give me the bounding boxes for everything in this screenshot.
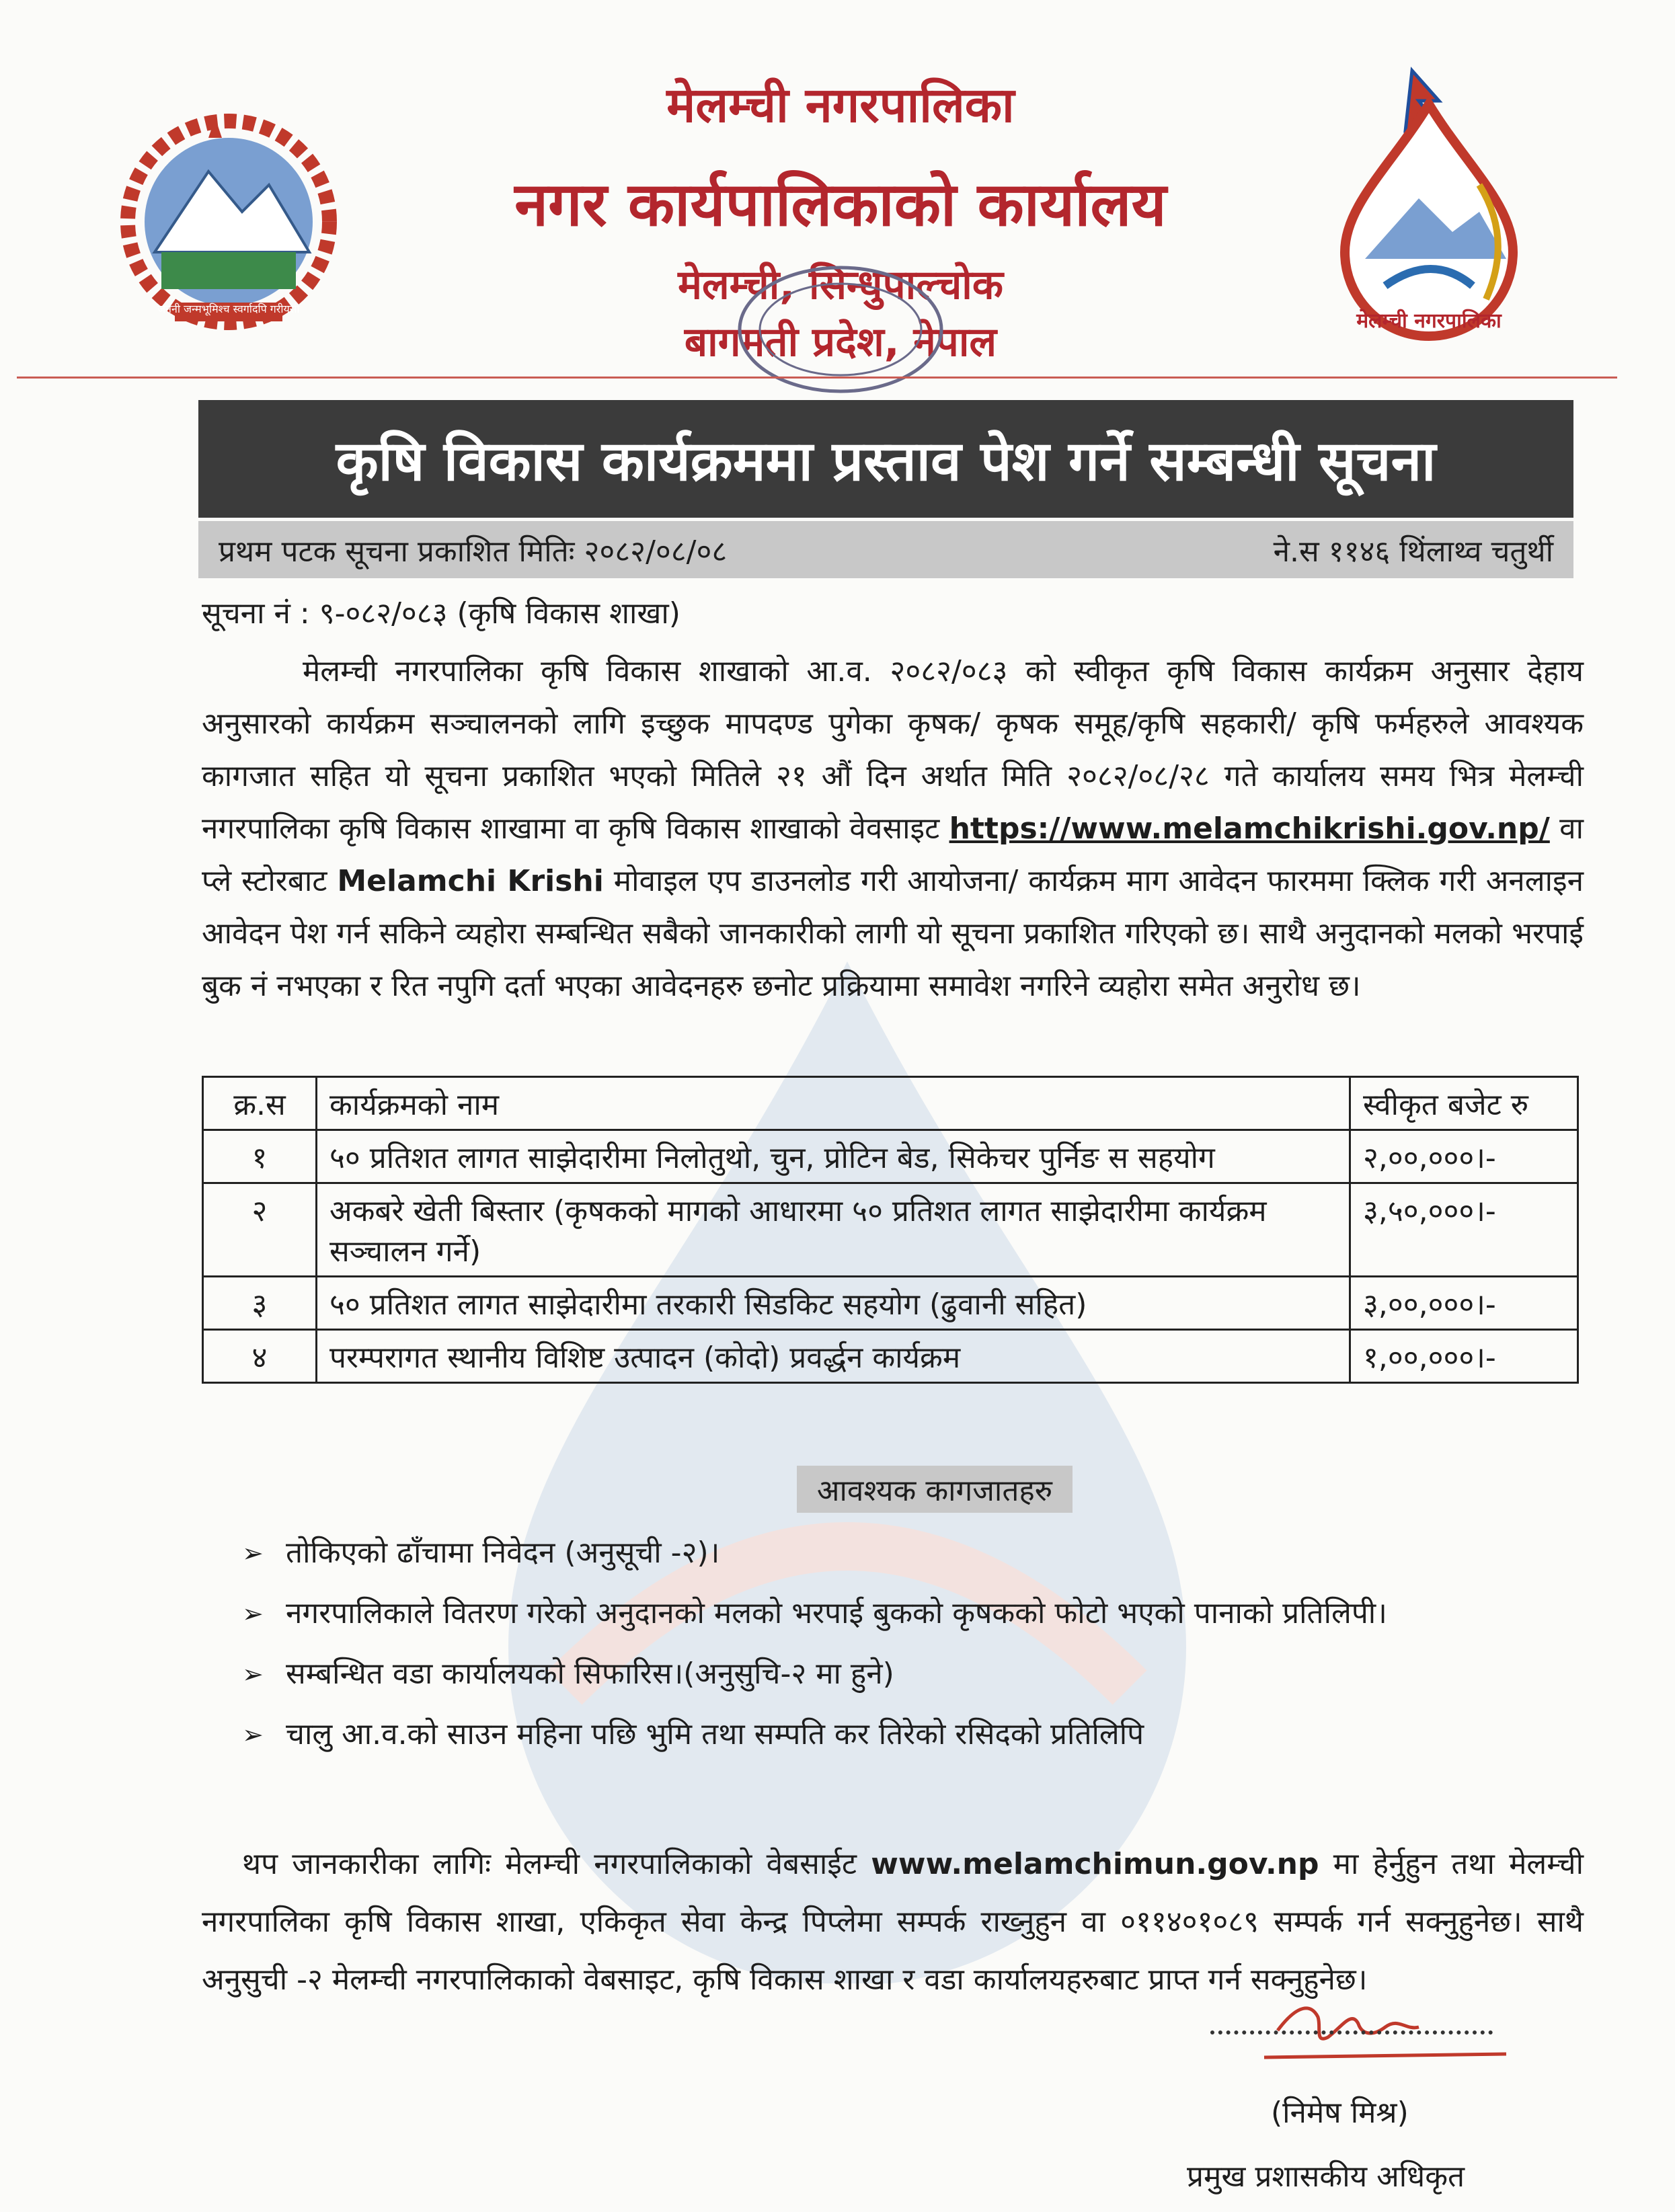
- row-budget: ३,००,०००।-: [1350, 1277, 1578, 1330]
- document-item-text: नगरपालिकाले वितरण गरेको अनुदानको मलको भरपाई बुकको कृषकको फोटो भएको पानाको प्रतिलिपी।: [286, 1596, 1387, 1630]
- notice-body: [202, 645, 1584, 1013]
- closing-part1: थप जानकारीका लागिः मेलम्ची नगरपालिकाको वेबसाईट: [242, 1847, 857, 1881]
- notice-title: कृषि विकास कार्यक्रममा प्रस्ताव पेश गर्ने सम्बन्धी सूचना: [198, 400, 1573, 518]
- col-name-header: कार्यक्रमको नाम: [317, 1077, 1350, 1130]
- meta-bar: [198, 521, 1573, 578]
- signature-icon: [1183, 1990, 1520, 2084]
- closing-part2: मा हेर्नुहुन तथा मेलम्ची नगरपालिका कृषि विकास शाखा, एकिकृत सेवा केन्द्र पिप्लेमा सम्पर्क राख्नुहुन वा ०११४०१०८९ सम्पर्क गर्न सक्नुहुनेछ। साथै अनुसुची -२ मेलम्ची नगरपालिकाको वेबसाइट, कृषि विकास शाखा र वडा कार्यालयहरुबाट प्राप्त गर्न सक्नुहुनेछ।: [202, 1847, 1584, 1997]
- row-budget: १,००,०००।-: [1350, 1330, 1578, 1383]
- header-divider: [17, 377, 1617, 379]
- row-program: ५० प्रतिशत लागत साझेदारीमा तरकारी सिडकिट सहयोग (ढुवानी सहित): [317, 1277, 1350, 1330]
- table-row: [203, 1277, 1578, 1330]
- arrow-bullet-icon: ➢: [242, 1659, 264, 1689]
- krishi-website-link[interactable]: https://www.melamchikrishi.gov.np/: [949, 812, 1550, 846]
- nepal-sambat-date: ने.स ११४६ थिंलाथ्व चतुर्थी: [1273, 534, 1553, 569]
- program-table: [202, 1076, 1579, 1384]
- row-program: अकबरे खेती बिस्तार (कृषकको मागको आधारमा ५० प्रतिशत लागत साझेदारीमा कार्यक्रम सञ्चालन गर्ने): [317, 1183, 1350, 1277]
- logo-caption: मेलम्ची नगरपालिका: [1356, 309, 1502, 333]
- melamchi-municipality-logo-icon: [1318, 64, 1540, 346]
- signatory-name: (निमेष मिश्र): [1271, 2096, 1409, 2130]
- list-item: [242, 1587, 1520, 1641]
- office-stamp-icon: [730, 259, 951, 400]
- document-item-text: चालु आ.व.को साउन महिना पछि भुमि तथा सम्पति कर तिरेको रसिदको प्रतिलिपि: [286, 1717, 1144, 1751]
- app-name: Melamchi Krishi: [337, 864, 604, 898]
- signature-line: [1210, 2030, 1493, 2035]
- closing-paragraph: [202, 1835, 1584, 2009]
- body-part3: मोवाइल एप डाउनलोड गरी आयोजना/ कार्यक्रम माग आवेदन फारममा क्लिक गरी अनलाइन आवेदन पेश गर्न सकिने व्यहोरा सम्बन्धित सबैको जानकारीको लागी यो सूचना प्रकाशित गरिएको छ। साथै अनुदानको मलको भरपाई बुक नं नभएका र रित नपुगि दर्ता भएका आवेदनहरु छनोट प्रक्रियामा समावेश नगरिने व्यहोरा समेत अनुरोध छ।: [202, 864, 1584, 1003]
- nepal-emblem-icon: [108, 111, 350, 333]
- table-row: [203, 1183, 1578, 1277]
- row-sn: २: [203, 1183, 317, 1277]
- arrow-bullet-icon: ➢: [242, 1720, 264, 1749]
- arrow-bullet-icon: ➢: [242, 1599, 264, 1628]
- table-header-row: [203, 1077, 1578, 1130]
- emblem-motto: जननी जन्मभूमिश्च स्वर्गादपि गरीयसी: [157, 303, 300, 315]
- list-item: [242, 1526, 1520, 1580]
- municipality-name: मेलम्ची नगरपालिका: [666, 77, 1015, 133]
- row-budget: २,००,०००।-: [1350, 1130, 1578, 1183]
- list-item: [242, 1708, 1520, 1762]
- document-item-text: सम्बन्धित वडा कार्यालयको सिफारिस।(अनुसुचि-२ मा हुने): [286, 1657, 894, 1691]
- table-row: [203, 1130, 1578, 1183]
- documents-list: [242, 1526, 1520, 1768]
- municipality-website-link[interactable]: www.melamchimun.gov.np: [871, 1847, 1319, 1881]
- first-publish-date: प्रथम पटक सूचना प्रकाशित मितिः २०८२/०८/०८: [219, 534, 728, 569]
- document-item-text: तोकिएको ढाँचामा निवेदन (अनुसूची -२)।: [286, 1536, 720, 1570]
- row-sn: १: [203, 1130, 317, 1183]
- notice-number: सूचना नं : ९-०८२/०८३ (कृषि विकास शाखा): [202, 596, 680, 631]
- documents-heading: आवश्यक कागजातहरु: [797, 1466, 1073, 1513]
- row-budget: ३,५०,०००।-: [1350, 1183, 1578, 1277]
- row-program: ५० प्रतिशत लागत साझेदारीमा निलोतुथो, चुन, प्रोटिन बेड, सिकेचर पुर्निङ स सहयोग: [317, 1130, 1350, 1183]
- office-location: मेलम्ची, सिन्धुपाल्चोक: [678, 262, 1003, 309]
- office-name: नगर कार्यपालिकाको कार्यालय: [514, 169, 1167, 240]
- arrow-bullet-icon: ➢: [242, 1538, 264, 1568]
- body-part1: मेलम्ची नगरपालिका कृषि विकास शाखाको आ.व. २०८२/०८३ को स्वीकृत कृषि विकास कार्यक्रम अनुसार देहाय अनुसारको कार्यक्रम सञ्चालनको लागि इच्छुक मापदण्ड पुगेका कृषक/ कृषक समूह/कृषि सहकारी/ कृषि फर्महरुले आवश्यक कागजात सहित यो सूचना प्रकाशित भएको मितिले २१ औं दिन अर्थात मिति २०८२/०८/२८ गते कार्यालय समय भित्र मेलम्ची नगरपालिका कृषि विकास शाखामा वा कृषि विकास शाखाको वेवसाइट: [202, 654, 1584, 846]
- row-sn: ३: [203, 1277, 317, 1330]
- watermark-logo-icon: [444, 908, 1251, 1983]
- list-item: [242, 1647, 1520, 1701]
- signatory-title: प्रमुख प्रशासकीय अधिकृत: [1187, 2160, 1465, 2194]
- office-province: बागमती प्रदेश, नेपाल: [684, 319, 997, 366]
- row-program: परम्परागत स्थानीय विशिष्ट उत्पादन (कोदो) प्रवर्द्धन कार्यक्रम: [317, 1330, 1350, 1383]
- table-row: [203, 1330, 1578, 1383]
- col-sn-header: क्र.स: [203, 1077, 317, 1130]
- body-part2: वा प्ले स्टोरबाट: [202, 812, 1584, 898]
- col-budget-header: स्वीकृत बजेट रु: [1350, 1077, 1578, 1130]
- row-sn: ४: [203, 1330, 317, 1383]
